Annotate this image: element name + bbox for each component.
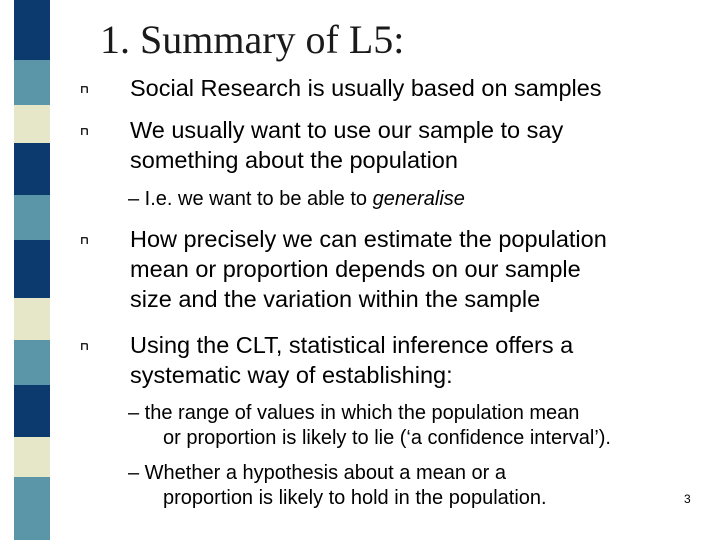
bullet-text: systematic way of establishing: [130, 362, 453, 388]
bullet-text: size and the variation within the sample [130, 286, 541, 312]
bullet-item [100, 115, 563, 175]
bullet-text: We usually want to use our sample to say [130, 117, 564, 143]
sub-bullet-text: – Whether a hypothesis about a mean or a [128, 462, 507, 484]
stripe-block [14, 143, 50, 195]
sub-bullet-text: – I.e. we want to be able to [128, 188, 373, 210]
stripe-block [14, 0, 50, 60]
stripe-block [14, 240, 50, 298]
decorative-stripe [0, 0, 60, 540]
page-number: 3 [684, 492, 691, 506]
stripe-block [14, 340, 50, 385]
stripe-block [14, 60, 50, 105]
bullet-text: mean or proportion depends on our sample [130, 256, 581, 282]
stripe-block [14, 105, 50, 143]
bullet-item [100, 73, 602, 103]
bullet-text: Using the CLT, statistical inference offers a [130, 332, 574, 358]
sub-bullet-text: – the range of values in which the population mean [128, 402, 580, 424]
emphasis-text: generalise [372, 188, 465, 210]
slide-title: 1. Summary of L5: [100, 17, 405, 62]
sub-bullet-text: proportion is likely to hold in the population. [163, 487, 547, 509]
stripe-block [14, 477, 50, 540]
bullet-text: Social Research is usually based on samples [130, 75, 602, 101]
stripe-block [14, 298, 50, 340]
sub-bullet-text: or proportion is likely to lie (‘a confidence interval’). [163, 427, 611, 449]
bullet-text: something about the population [130, 147, 458, 173]
sub-bullet-item [128, 401, 611, 451]
n-square-bullet-icon [80, 341, 89, 350]
sub-bullet-item [128, 461, 547, 511]
bullet-item [100, 224, 607, 314]
n-square-bullet-icon [80, 126, 89, 135]
n-square-bullet-icon [80, 84, 89, 93]
sub-bullet-item [128, 187, 465, 212]
stripe-block [14, 437, 50, 477]
n-square-bullet-icon [80, 235, 89, 244]
bullet-item [100, 330, 573, 390]
stripe-block [14, 195, 50, 240]
bullet-text: How precisely we can estimate the population [130, 226, 607, 252]
stripe-block [14, 385, 50, 437]
